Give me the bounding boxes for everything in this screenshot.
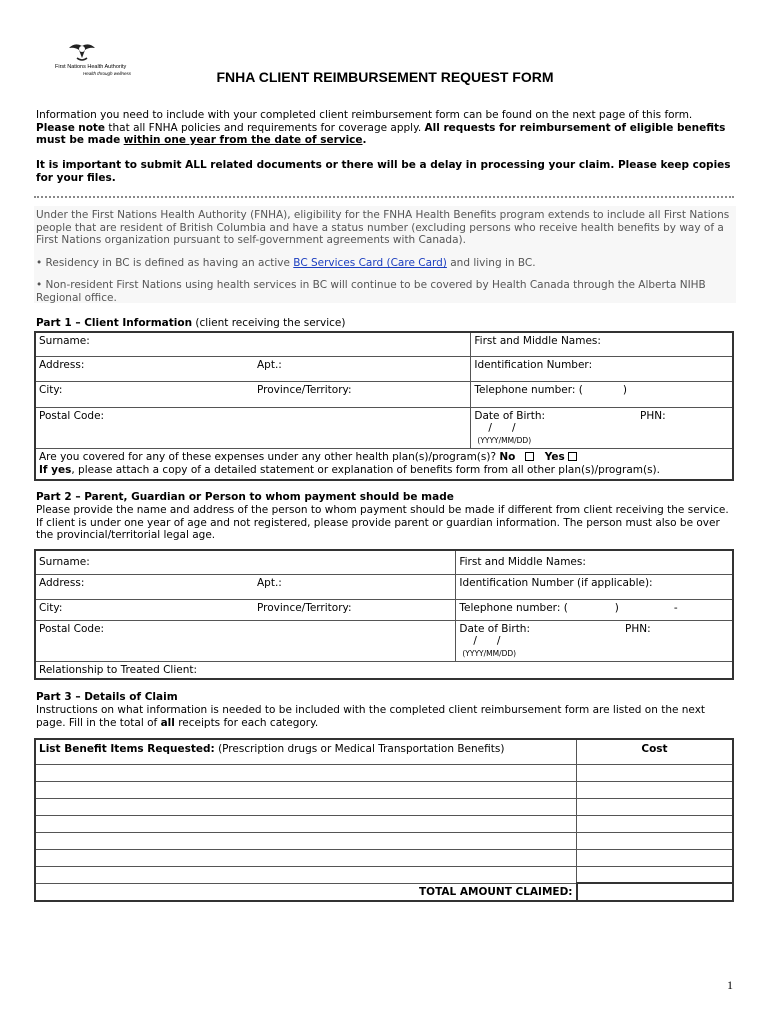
label: City:	[39, 383, 63, 396]
intro-end: .	[362, 134, 367, 146]
date-format-hint: (YYYY/MM/DD)	[477, 435, 532, 445]
label: First and Middle Names:	[474, 335, 601, 347]
label: Telephone number: (	[459, 601, 568, 614]
cost-field[interactable]	[577, 764, 734, 781]
logo-org-name: First Nations Health Authority	[55, 64, 127, 70]
client-dob-field[interactable]	[471, 407, 733, 448]
label: Relationship to Treated Client:	[39, 663, 198, 676]
part3-description	[36, 704, 736, 729]
label: Address:	[39, 358, 85, 371]
part3-heading: Part 3 – Details of Claim	[36, 691, 178, 703]
label: List Benefit Items Requested:	[39, 743, 215, 755]
divider	[34, 196, 734, 198]
label: -	[673, 601, 678, 614]
benefit-item-field[interactable]	[35, 832, 577, 849]
form-title: FNHA CLIENT REIMBURSEMENT REQUEST FORM	[216, 69, 554, 85]
part1-note: (client receiving the service)	[195, 317, 346, 329]
date-separators: / /	[488, 421, 516, 434]
total-label-cell	[35, 883, 577, 901]
logo-tagline: Health through wellness	[83, 71, 132, 76]
label: PHN:	[640, 409, 666, 422]
yes-checkbox[interactable]	[568, 452, 577, 461]
benefit-item-field[interactable]	[35, 781, 577, 798]
other-coverage-row	[35, 448, 733, 480]
claim-details-table	[34, 738, 734, 902]
label: )	[622, 383, 627, 396]
label: Apt.:	[257, 576, 282, 589]
label: Surname:	[39, 335, 90, 347]
label: Province/Territory:	[257, 383, 352, 396]
part1-title: Part 1 – Client Information	[36, 317, 193, 329]
label: Surname:	[39, 556, 90, 568]
label: Identification Number (if applicable):	[459, 576, 653, 589]
client-info-table	[34, 331, 734, 481]
label: Identification Number:	[474, 358, 593, 371]
label: Postal Code:	[39, 622, 105, 635]
if-yes-text: , please attach a copy of a detailed statement or explanation of benefits form from all other plan(s)/program(s).	[71, 463, 660, 476]
client-address-field[interactable]	[35, 356, 254, 381]
date-format-hint: (YYYY/MM/DD)	[462, 648, 517, 658]
benefit-item-field[interactable]	[35, 866, 577, 883]
payee-telephone-field[interactable]	[456, 599, 733, 620]
label: )	[614, 601, 619, 614]
cost-field[interactable]	[577, 815, 734, 832]
client-surname-field[interactable]	[35, 332, 471, 356]
label: Apt.:	[257, 358, 282, 371]
cost-field[interactable]	[577, 832, 734, 849]
payee-surname-field[interactable]	[35, 550, 456, 574]
label: Date of Birth:	[474, 409, 546, 422]
residency-text: • Residency in BC is defined as having an active	[36, 257, 290, 269]
intro-bold: All requests for reimbursement of eligible benefits must be made	[36, 121, 726, 146]
benefit-items-header	[35, 739, 577, 764]
client-province-field[interactable]	[254, 381, 471, 407]
payee-address-field[interactable]	[35, 574, 254, 599]
eligibility-text: Under the First Nations Health Authority (FNHA), eligibility for the FNHA Health Benefits program extends to include all First Nations people that are resident of British Columbia and have a status number (excluding persons who receive health benefits by way of a First Nations organization pursuant to self-government agreements with Canada).	[36, 209, 730, 246]
cost-field[interactable]	[577, 781, 734, 798]
payee-info-table	[34, 549, 734, 680]
intro-deadline: within one year from the date of service	[123, 134, 363, 146]
no-label: No	[499, 450, 516, 463]
client-id-field[interactable]	[471, 356, 733, 381]
payee-city-field[interactable]	[35, 599, 254, 620]
part2-description: Please provide the name and address of the person to whom payment should be made if different from client receiving the service. If client is under one year of age and not registered, please provide parent or guardian information. The person must also be over the provincial/territorial legal age.	[36, 504, 729, 541]
part3-text: Instructions on what information is needed to be included with the completed client reimbursement form are listed on the next page. Fill in the total of	[36, 704, 706, 729]
part3-all: all	[160, 716, 175, 729]
label: City:	[39, 601, 63, 614]
label: Telephone number: (	[474, 383, 583, 396]
non-resident-bullet: • Non-resident First Nations using health services in BC will continue to be covered by Health Canada through the Alberta NIHB Regional office.	[36, 279, 706, 304]
residency-bullet	[36, 257, 736, 270]
intro-please: Please	[36, 121, 75, 134]
cost-field[interactable]	[577, 849, 734, 866]
client-city-field[interactable]	[35, 381, 254, 407]
payee-apt-field[interactable]	[254, 574, 456, 599]
payee-postal-field[interactable]	[35, 620, 456, 661]
client-postal-field[interactable]	[35, 407, 471, 448]
label: (Prescription drugs or Medical Transportation Benefits)	[218, 743, 505, 755]
payee-province-field[interactable]	[254, 599, 456, 620]
payee-first-names-field[interactable]	[456, 550, 733, 574]
client-first-names-field[interactable]	[471, 332, 733, 356]
page-number: 1	[727, 978, 733, 992]
benefit-item-field[interactable]	[35, 815, 577, 832]
eagle-logo-icon	[67, 40, 97, 64]
label: First and Middle Names:	[459, 556, 586, 568]
residency-text-end: and living in BC.	[450, 257, 536, 269]
label: PHN:	[625, 622, 651, 635]
part2-heading: Part 2 – Parent, Guardian or Person to whom payment should be made	[36, 491, 454, 503]
coverage-question: Are you covered for any of these expenses under any other health plan(s)/program(s)?	[39, 450, 497, 463]
cost-field[interactable]	[577, 798, 734, 815]
cost-field[interactable]	[577, 866, 734, 883]
bc-services-card-link[interactable]: BC Services Card (Care Card)	[293, 257, 447, 269]
benefit-item-field[interactable]	[35, 798, 577, 815]
payee-id-field[interactable]	[456, 574, 733, 599]
payee-dob-field[interactable]	[456, 620, 733, 661]
benefit-item-field[interactable]	[35, 764, 577, 781]
label: Cost	[641, 743, 668, 755]
yes-label: Yes	[544, 450, 565, 463]
part3-text-end: receipts for each category.	[178, 716, 319, 729]
intro-note: note	[78, 121, 106, 134]
intro-text: Information you need to include with your completed client reimbursement form can be found on the next page of this form.	[36, 109, 693, 121]
part1-heading	[36, 317, 345, 329]
total-label: TOTAL AMOUNT CLAIMED:	[418, 885, 573, 898]
client-telephone-field[interactable]	[471, 381, 733, 407]
label: Province/Territory:	[257, 601, 352, 614]
label: Address:	[39, 576, 85, 589]
intro-mid: that all FNHA policies and requirements for coverage apply.	[108, 121, 422, 134]
no-checkbox[interactable]	[525, 452, 534, 461]
label: Postal Code:	[39, 409, 105, 422]
intro-paragraph	[36, 109, 736, 147]
label: Date of Birth:	[459, 622, 530, 635]
client-apt-field[interactable]	[254, 356, 471, 381]
date-separators: / /	[473, 634, 501, 647]
benefit-item-field[interactable]	[35, 849, 577, 866]
submit-notice: It is important to submit ALL related documents or there will be a delay in processing your claim. Please keep copies for your files.	[36, 159, 731, 184]
if-yes-label: If yes	[39, 463, 72, 476]
total-amount-field[interactable]	[577, 883, 734, 901]
cost-header	[577, 739, 734, 764]
relationship-field[interactable]	[35, 661, 733, 679]
